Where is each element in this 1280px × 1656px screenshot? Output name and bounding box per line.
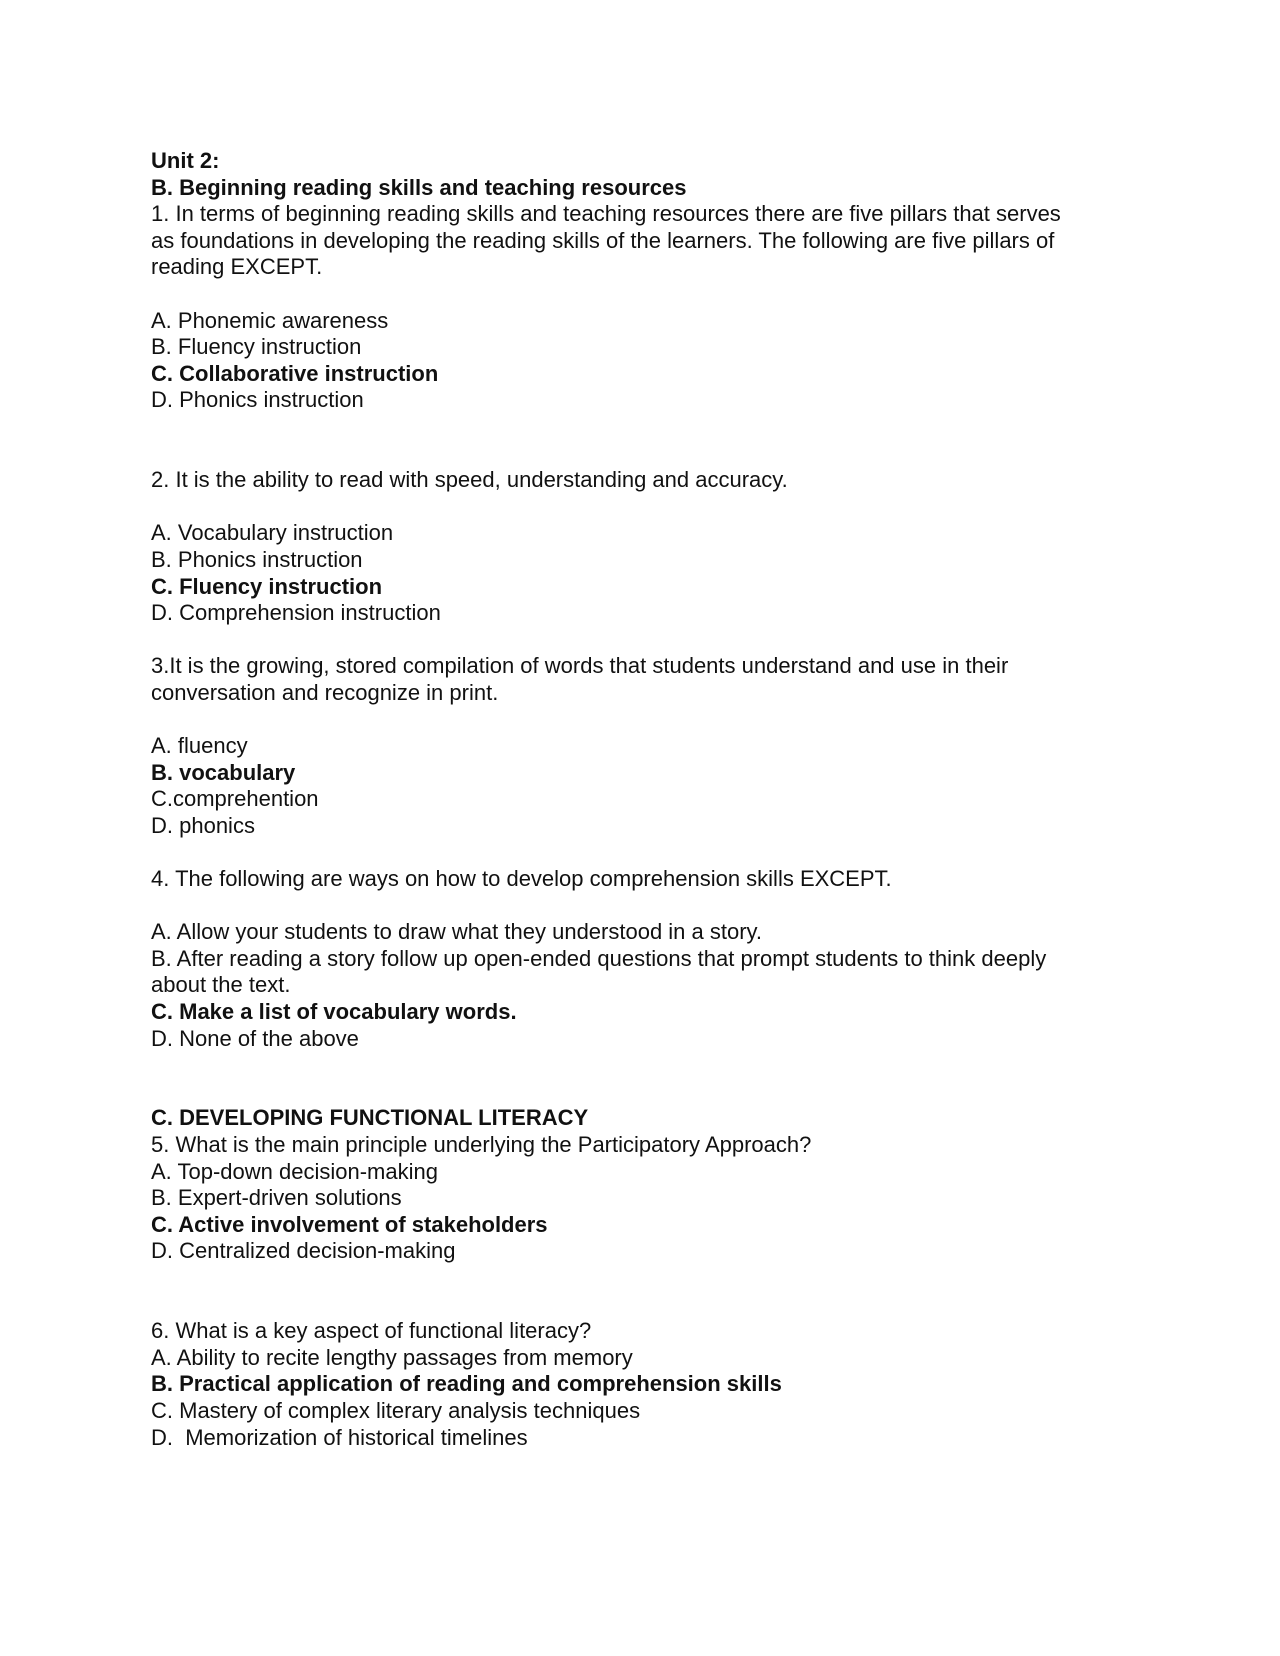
answer-option: A. Allow your students to draw what they understood in a story. — [151, 919, 763, 945]
answer-option: B. After reading a story follow up open-ended questions that prompt students to think deeply — [151, 945, 1047, 971]
section-c-heading: C. DEVELOPING FUNCTIONAL LITERACY — [151, 1105, 589, 1131]
question-4 — [151, 866, 1111, 1052]
section-b-heading: B. Beginning reading skills and teaching resources — [151, 174, 687, 200]
answer-option: D. Comprehension instruction — [151, 600, 441, 626]
correct-answer-option: C. Fluency instruction — [151, 573, 383, 599]
correct-answer-option: B. Practical application of reading and comprehension skills — [151, 1371, 782, 1397]
question-stem-line: 3.It is the growing, stored compilation of words that students understand and use in their — [151, 653, 1009, 679]
answer-option: C.comprehention — [151, 786, 319, 812]
unit-heading: Unit 2: — [151, 148, 220, 173]
question-stem-line: 2. It is the ability to read with speed, understanding and accuracy. — [151, 467, 788, 493]
blank-line — [151, 706, 1111, 733]
answer-option: D. phonics — [151, 812, 255, 838]
blank-line — [151, 839, 1111, 866]
answer-option-continuation: about the text. — [151, 972, 291, 998]
answer-option: B. Phonics instruction — [151, 546, 363, 572]
answer-option: D. Memorization of historical timelines — [151, 1424, 528, 1450]
question-1 — [151, 201, 1111, 414]
blank-line — [151, 893, 1111, 920]
correct-answer-option: C. Active involvement of stakeholders — [151, 1211, 548, 1237]
answer-option: D. Phonics instruction — [151, 387, 364, 413]
answer-option: A. Vocabulary instruction — [151, 520, 394, 546]
question-3 — [151, 653, 1111, 839]
answer-option: B. Fluency instruction — [151, 334, 362, 360]
question-stem-line: 4. The following are ways on how to develop comprehension skills EXCEPT. — [151, 866, 892, 892]
blank-line — [151, 1052, 1111, 1105]
answer-option: A. Ability to recite lengthy passages from memory — [151, 1344, 633, 1370]
document-page — [151, 148, 1111, 1451]
question-stem-line: conversation and recognize in print. — [151, 679, 499, 705]
question-stem-line: 1. In terms of beginning reading skills and teaching resources there are five pillars that serves — [151, 201, 1061, 227]
answer-option: A. fluency — [151, 733, 248, 759]
blank-line — [151, 281, 1111, 308]
correct-answer-option: C. Collaborative instruction — [151, 360, 439, 386]
question-stem-line: as foundations in developing the reading skills of the learners. The following are five pillars of — [151, 227, 1055, 253]
question-stem-line: reading EXCEPT. — [151, 254, 323, 280]
blank-line — [151, 1265, 1111, 1318]
question-stem-line: 6. What is a key aspect of functional literacy? — [151, 1318, 592, 1344]
answer-option: D. None of the above — [151, 1025, 359, 1051]
answer-option: A. Top-down decision-making — [151, 1158, 438, 1184]
answer-option: B. Expert-driven solutions — [151, 1185, 402, 1211]
blank-line — [151, 414, 1111, 467]
answer-option: D. Centralized decision-making — [151, 1238, 456, 1264]
answer-option: C. Mastery of complex literary analysis techniques — [151, 1397, 641, 1423]
answer-option: A. Phonemic awareness — [151, 307, 389, 333]
question-5 — [151, 1132, 1111, 1265]
question-2 — [151, 467, 1111, 627]
question-stem-line: 5. What is the main principle underlying the Participatory Approach? — [151, 1131, 812, 1157]
blank-line — [151, 494, 1111, 521]
blank-line — [151, 627, 1111, 654]
correct-answer-option: C. Make a list of vocabulary words. — [151, 999, 517, 1024]
question-6 — [151, 1318, 1111, 1451]
correct-answer-option: B. vocabulary — [151, 759, 296, 785]
